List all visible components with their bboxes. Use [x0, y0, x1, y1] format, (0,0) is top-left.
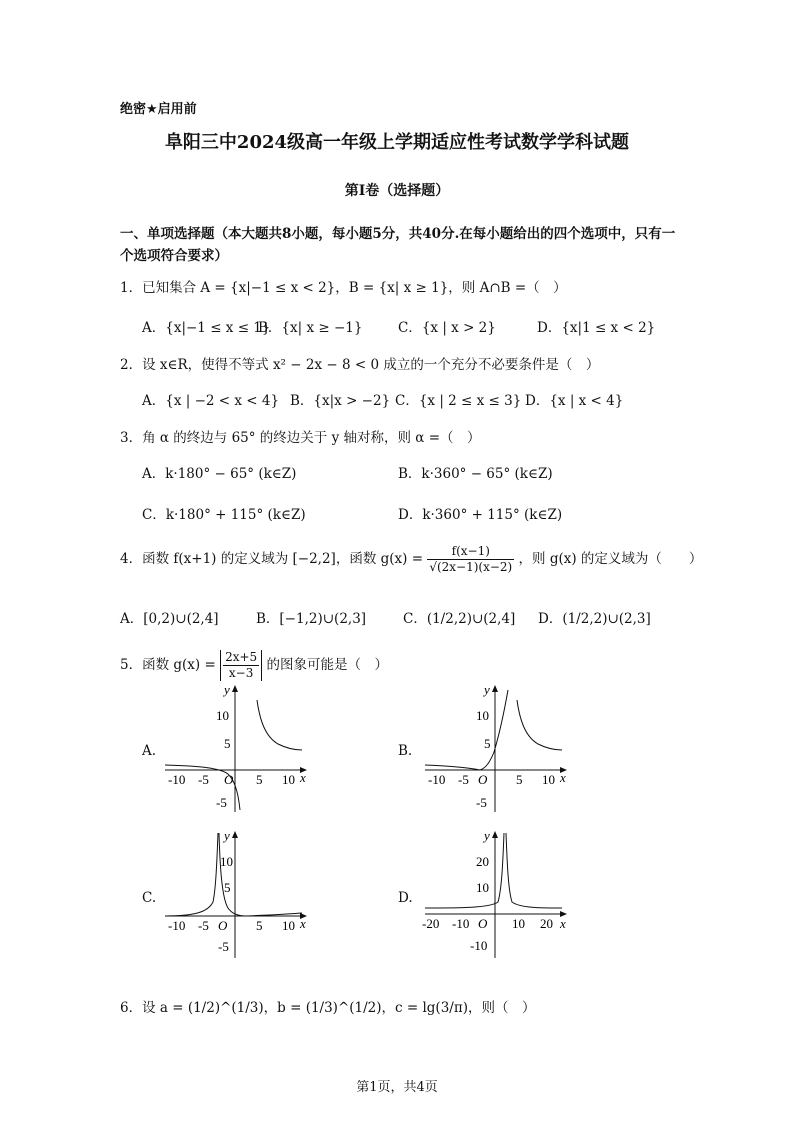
graph-b-xtick-3: 5: [516, 772, 523, 787]
q1-option-c: C．{x | x > 2}: [398, 320, 496, 336]
q4-option-a: A．[0,2)∪(2,4]: [120, 611, 219, 627]
graph-a-label: A.: [142, 743, 157, 759]
question-2-stem: 2．设 x∈R，使得不等式 x² − 2x − 8 < 0 成立的一个充分不必要条件是（ ）: [120, 357, 600, 373]
graph-b-origin: O: [478, 772, 488, 787]
graph-a-curve-right: [257, 700, 302, 750]
graph-d-xtick-2: -10: [452, 916, 470, 931]
graph-a-xtick-4: 10: [282, 772, 295, 787]
q3-option-d: D．k·360° + 115° (k∈Z): [398, 507, 563, 523]
graph-b-y-axis-label: y: [484, 682, 490, 697]
q5-stem-part1: 5．函数 g(x) =: [120, 657, 216, 673]
graph-c-ytick-3: -5: [218, 939, 229, 954]
q2-option-d: D．{x | x < 4}: [525, 393, 624, 409]
graph-a: [160, 682, 310, 817]
graph-c-ytick-2: 5: [224, 880, 231, 895]
q4-stem-part1: 4．函数 f(x+1) 的定义域为 [−2,2]，函数 g(x) =: [120, 551, 424, 567]
q2-option-b: B．{x|x > −2}: [290, 393, 391, 409]
q5-frac-denominator: x−3: [228, 666, 254, 680]
q2-option-a: A．{x | −2 < x < 4}: [142, 393, 280, 409]
graph-a-origin: O: [224, 772, 234, 787]
graph-b-label: B.: [398, 743, 413, 759]
graph-d-curve-left: [425, 833, 504, 908]
q4-stem-part2: ，则 g(x) 的定义域为（ ）: [518, 551, 703, 567]
question-1-stem: 1．已知集合 A = {x|−1 ≤ x < 2}，B = {x| x ≥ 1}，则 A∩B =（ ）: [120, 280, 567, 296]
graph-d-origin: O: [478, 916, 488, 931]
q4-option-c: C．(1/2,2)∪(2,4]: [403, 611, 516, 627]
graph-c-label: C.: [142, 890, 157, 906]
graph-b-xtick-2: -5: [458, 772, 469, 787]
graph-a-x-axis-label: x: [300, 770, 306, 785]
q3-option-a: A．k·180° − 65° (k∈Z): [142, 466, 297, 482]
graph-b-curve-right: [517, 700, 562, 750]
question-3-stem: 3．角 α 的终边与 65° 的终边关于 y 轴对称，则 α =（ ）: [120, 430, 481, 446]
question-6-stem: 6．设 a = (1/2)^(1/3)，b = (1/3)^(1/2)，c = lg(3/π)，则（ ）: [120, 1000, 536, 1016]
graph-b-xtick-1: -10: [428, 772, 446, 787]
graph-a-xtick-1: -10: [168, 772, 186, 787]
graph-c-x-axis-label: x: [300, 916, 306, 931]
graph-b-xtick-4: 10: [542, 772, 555, 787]
graph-d-ytick-1: 20: [476, 854, 489, 869]
q3-option-c: C．k·180° + 115° (k∈Z): [142, 507, 306, 523]
graph-d-ytick-3: -10: [470, 938, 488, 953]
q4-fraction: [427, 544, 514, 575]
graph-d-ytick-2: 10: [476, 880, 489, 895]
page-footer: 第1页，共4页: [356, 1080, 438, 1095]
exam-title: 阜阳三中2024级高一年级上学期适应性考试数学学科试题: [164, 132, 630, 153]
graph-c-xtick-1: -10: [168, 918, 186, 933]
graph-c-y-axis-label: y: [224, 828, 230, 843]
graph-a-ytick-3: -5: [216, 795, 227, 810]
q4-option-d: D．(1/2,2)∪(2,3]: [538, 611, 651, 627]
graph-a-xtick-3: 5: [256, 772, 263, 787]
graph-c-xtick-4: 10: [282, 918, 295, 933]
graph-a-ytick-1: 10: [216, 708, 229, 723]
graph-c-xtick-2: -5: [198, 918, 209, 933]
graph-b-x-axis-label: x: [560, 770, 566, 785]
graph-d-label: D.: [398, 890, 413, 906]
graph-c-curve-left: [165, 833, 218, 916]
graph-b: [420, 682, 570, 817]
q3-option-b: B．k·360° − 65° (k∈Z): [398, 466, 553, 482]
q5-frac-numerator: 2x+5: [225, 650, 258, 664]
graph-d-xtick-3: 10: [512, 916, 525, 931]
graph-c-xtick-3: 5: [256, 918, 263, 933]
q4-frac-numerator: f(x−1): [427, 544, 514, 560]
q1-option-a: A．{x|−1 ≤ x ≤ 1}: [142, 320, 271, 336]
graph-d-xtick-4: 20: [540, 916, 553, 931]
graph-c-origin: O: [218, 918, 228, 933]
q4-option-b: B．[−1,2)∪(2,3]: [256, 611, 367, 627]
graph-a-ytick-2: 5: [224, 736, 231, 751]
confidential-label: 绝密★启用前: [120, 102, 197, 117]
graph-b-ytick-1: 10: [476, 708, 489, 723]
graph-b-ytick-2: 5: [484, 736, 491, 751]
graph-d-x-axis-label: x: [560, 916, 566, 931]
graph-a-xtick-2: -5: [198, 772, 209, 787]
graph-d: [420, 828, 570, 963]
q2-option-c: C．{x | 2 ≤ x ≤ 3}: [395, 393, 522, 409]
graph-c-ytick-1: 10: [220, 854, 233, 869]
graph-d-curve-right: [506, 833, 562, 908]
q5-fraction: [220, 650, 262, 681]
q4-frac-denominator: √(2x−1)(x−2): [429, 560, 513, 574]
q5-stem-part2: 的图象可能是（ ）: [266, 657, 388, 673]
volume-heading: 第I卷（选择题）: [344, 183, 450, 199]
question-5-stem: [120, 650, 388, 681]
graph-a-y-axis-label: y: [224, 682, 230, 697]
graph-d-y-axis-label: y: [484, 828, 490, 843]
question-4-stem: [120, 544, 702, 575]
graph-d-xtick-1: -20: [422, 916, 440, 931]
graph-c-curve-right: [219, 833, 302, 916]
q1-option-d: D．{x|1 ≤ x < 2}: [537, 320, 656, 336]
graph-c: [160, 828, 310, 963]
graph-b-ytick-3: -5: [476, 795, 487, 810]
graph-b-curve-left: [425, 690, 508, 770]
section-heading: 一、单项选择题（本大题共8小题，每小题5分，共40分.在每小题给出的四个选项中，只有一个选项符合要求）: [120, 226, 676, 264]
q1-option-b: B．{x| x ≥ −1}: [258, 320, 363, 336]
